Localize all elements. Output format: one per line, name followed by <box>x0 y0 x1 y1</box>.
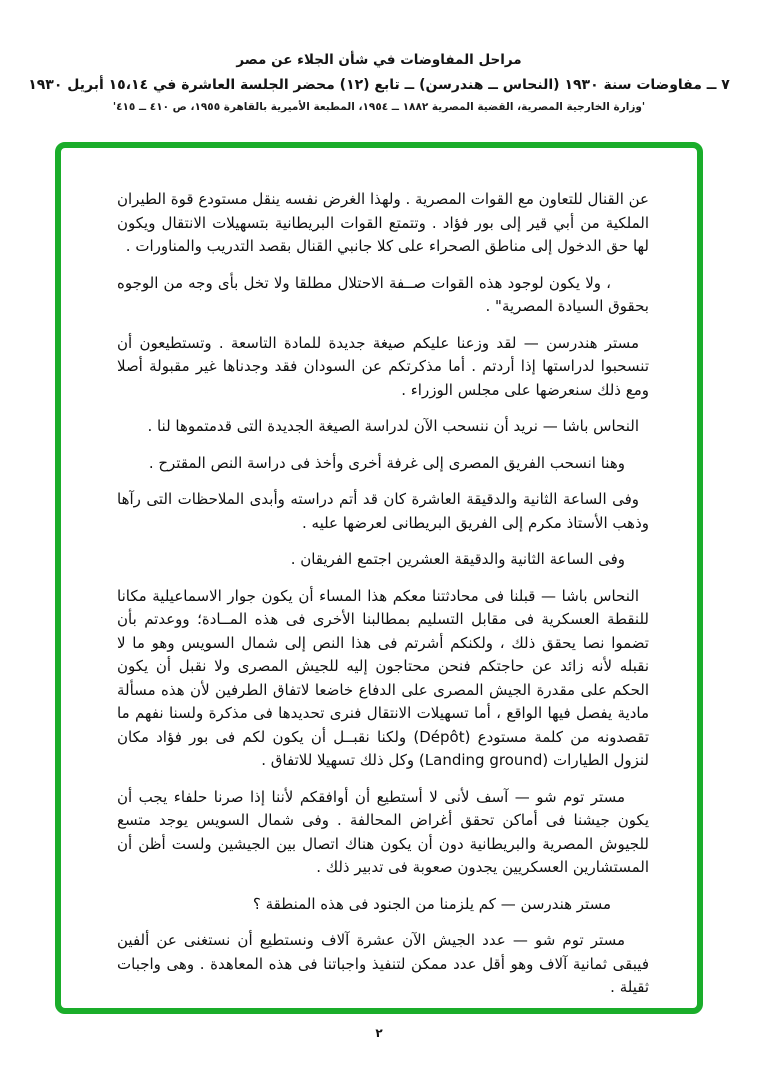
paragraph-henderson-1: مستر هندرسن — لقد وزعنا عليكم صيغة جديدة للمادة التاسعة . وتستطيعون أن تنسحبوا لدراستها إذا أردتم . أما مذكرتكم عن السودان فقد وجدناها غير مقبولة أصلا ومع ذلك سنعرضها على مجلس الوزراء . <box>117 333 649 399</box>
paragraph-henderson-2: مستر هندرسن — كم يلزمنا من الجنود فى هذه المنطقة ؟ <box>252 894 611 913</box>
document-header <box>0 52 758 113</box>
paragraph-nahhas-1: النحاس باشا — نريد أن ننسحب الآن لدراسة الصيغة الجديدة التى قدمتموها لنا . <box>147 417 639 435</box>
paragraph-narration-3: وفى الساعة الثانية والدقيقة العشرين اجتمع الفريقان . <box>290 550 625 568</box>
paragraph-sovereignty: ، ولا يكون لوجود هذه القوات صــفة الاحتلال مطلقا ولا تخل بأى وجه من الوجوه بحقوق السيادة المصرية" . <box>117 273 649 315</box>
paragraph-narration-2: وفى الساعة الثانية والدقيقة العاشرة كان قد أتم دراسته وأبدى الملاحظات التى رآها وذهب الأستاذ مكرم إلى الفريق البريطانى لعرضها عليه . <box>117 490 649 532</box>
paragraph-narration-1: وهنا انسحب الفريق المصرى إلى غرفة أخرى وأخذ فى دراسة النص المقترح . <box>148 453 625 472</box>
page-number: ٢ <box>375 1026 383 1040</box>
source-citation: 'وزارة الخارجية المصرية، القضية المصرية ١٨٨٢ ــ ١٩٥٤، المطبعة الأميرية بالقاهرة ١٩٥٥، ص ٤١٠ ــ ٤١٥' <box>112 101 646 113</box>
paragraph-tomshaw-2: مستر توم شو — عدد الجيش الآن عشرة آلاف ونستطيع أن نستغنى عن ألفين فيبقى ثمانية آلاف وهو أقل عدد ممكن لتنفيذ واجباتنا فى هذه المعاهدة . وهى واجبات ثقيلة . <box>117 931 649 996</box>
session-heading: ٧ ــ مفاوضات سنة ١٩٣٠ (النحاس ــ هندرسن) ــ تابع (١٢) محضر الجلسة العاشرة في ١٥،١٤ أبريل ١٩٣٠ <box>28 77 730 93</box>
paragraph-continuation: عن القنال للتعاون مع القوات المصرية . ولهذا الغرض نفسه ينقل مستودع قوة الطيران الملكية من أبي قير إلى بور فؤاد . وتتمتع القوات البريطانية بتسهيلات الانتقال ويكون لها حق الدخول إلى مناطق الصحراء على كلا جانبي القنال بقصد التدريب والمناورات . <box>117 190 649 255</box>
paragraph-nahhas-2: النحاس باشا — قبلنا فى محادثتنا معكم هذا المساء أن يكون جوار الاسماعيلية مكانا للنقطة العسكرية فى مقابل التسليم بمطالبنا الأخرى فى هذه المــادة؛ ووعدتم بأن تضموا نصا يحقق ذلك ، ولكنكم أشرتم فى هذا النص إلى شمال السويس وهو ما لا نقبله لأنه زائد عن حاجتكم فنحن محتاجون إليه للجيش المصرى ولا نقبل أن يكون الحكم على مقدرة الجيش المصرى على الدفاع خاضعا لاتفاق الطرفين لأن هذه مسألة مادية يفصل فيها الواقع ، أما تسهيلات الانتقال فنرى تحديدها فى مذكرة ولسنا نفهم ما تقصدونه من كلمة مستودع (Dépôt) ولكنا نقبــل أن يكون لكم فى بور فؤاد مكان لنزول الطيارات (Landing ground) وكل ذلك تسهيلا للاتفاق . <box>117 586 650 769</box>
paragraph-tomshaw-1: مستر توم شو — آسف لأنى لا أستطيع أن أوافقكم لأننا إذا صرنا حلفاء يجب أن يكون جيشنا فى أماكن تحقق أغراض المحالفة . وفى شمال السويس يوجد متسع للجيوش المصرية والبريطانية دون أن يكون هناك اتصال بين الجيشين ولست أظن أن المستشارين العسكريين يجدون صعوبة فى تدبير ذلك . <box>117 787 649 876</box>
document-title: مراحل المفاوضات في شأن الجلاء عن مصر <box>236 52 522 68</box>
body-text <box>61 148 697 1000</box>
highlight-frame <box>55 142 703 1014</box>
